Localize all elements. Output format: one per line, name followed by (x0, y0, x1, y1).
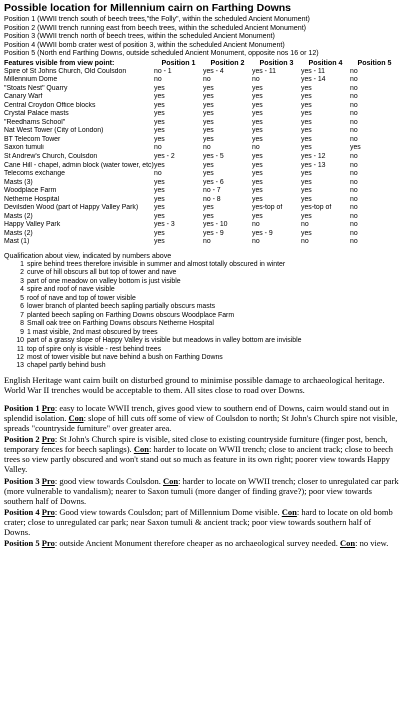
visibility-cell: yes (252, 84, 263, 92)
visibility-cell: yes (252, 152, 263, 160)
con-text: harder to locate on WWII trench; close to ancient track; close to beech trees so view partly obscured and won't stand out so much as feature in its own right; poorer view towards Happy Valley. (4, 444, 394, 475)
visibility-cell: no (203, 76, 211, 84)
con-text: harder to locate on WWII trench; closer to unregulated car park (more vulnerable to vandalism); nearer to Saxon tumuli (more danger of finding grave?); poor view towards southern half of Downs. (4, 475, 399, 506)
visibility-cell: yes (154, 212, 165, 220)
position-description: Position 4 (WWII bomb crater west of position 3, within the scheduled Ancient Monument) (4, 40, 285, 49)
position-list (4, 15, 399, 58)
table-row (4, 153, 399, 162)
qualification-text: top of spire only is visible - rest behind trees (27, 345, 162, 353)
con-label: Con (281, 506, 297, 517)
table-row (4, 127, 399, 136)
pro-text: good view towards Coulsdon. (59, 475, 161, 486)
visibility-cell: yes - 6 (203, 178, 224, 186)
qualification-item (12, 329, 399, 337)
qualification-item (12, 261, 399, 269)
visibility-cell: no (350, 101, 358, 109)
visibility-cell: no (350, 229, 358, 237)
visibility-cell: yes - 11 (301, 67, 325, 75)
visibility-cell: no - 8 (203, 195, 221, 203)
qualification-number: 8 (20, 320, 24, 328)
qualification-list (12, 261, 399, 371)
qualification-text: most of tower visible but nave behind a bush on Farthing Downs (27, 353, 223, 361)
visibility-cell: no (154, 170, 162, 178)
feature-cell: Mast (1) (4, 238, 30, 246)
con-text: no view. (359, 538, 389, 549)
feature-cell: St Andrew's Church, Coulsdon (4, 152, 98, 160)
con-text: hard to locate on old bomb crater; close to unregulated car park; near Saxon tumuli & ancient track; poor view towards southern half of Downs. (4, 506, 393, 538)
table-row (4, 196, 399, 205)
feature-cell: Happy Valley Park (4, 221, 61, 229)
visibility-cell: yes - 9 (252, 229, 273, 237)
qualification-number: 10 (16, 337, 24, 345)
qualification-number: 13 (16, 362, 24, 370)
assessment-paragraph: Position 4 Pro: Good view towards Coulsdon; part of Millennium Dome visible. Con: hard to locate on old bomb crater; close to unregulated car park; near Saxon tumuli & ancient track; poor view towards southern half of Downs. (4, 506, 393, 538)
visibility-cell: yes (301, 229, 312, 237)
visibility-cell: yes (350, 144, 361, 152)
visibility-cell: yes (154, 110, 165, 118)
assessment-paragraph: Position 1 Pro: easy to locate WWII trench, gives good view to southern end of Downs, cairn would stand out in splendid isolation. Con: slope of hill cuts off some of view of Coulsdon to north; St John's Church spire not visible, spreads "countryside furniture" over greater area. (4, 402, 398, 434)
visibility-cell: no (301, 238, 309, 246)
visibility-cell: yes-top of (301, 204, 332, 212)
position-description: Position 5 (North end Farthing Downs, outside scheduled Ancient Monument, opposite nos 16 or 12) (4, 49, 319, 58)
table-row (4, 179, 399, 188)
visibility-cell: yes (252, 118, 263, 126)
visibility-cell: yes (301, 101, 312, 109)
position-column-header: Position 4 (308, 58, 343, 67)
visibility-cell: yes - 14 (301, 76, 326, 84)
visibility-cell: no (350, 187, 358, 195)
visibility-cell: yes (203, 204, 214, 212)
visibility-cell: yes (301, 170, 312, 178)
visibility-cell: yes - 5 (203, 152, 224, 160)
feature-cell: Devilsden Wood (part of Happy Valley Park) (4, 204, 139, 212)
visibility-cell: yes - 3 (154, 221, 175, 229)
feature-cell: Woodplace Farm (4, 187, 57, 195)
qualification-item (12, 286, 399, 294)
visibility-cell: yes (301, 178, 312, 186)
qualification-item (12, 278, 399, 286)
con-label: Con (133, 444, 149, 455)
position-description: Position 1 (WWII trench south of beech trees,"the Folly", within the scheduled Ancient Monument) (4, 15, 310, 23)
qualification-item (12, 354, 399, 362)
feature-cell: Netherne Hospital (4, 195, 60, 203)
qualification-text: planted beech sapling on Farthing Downs obscurs Woodplace Farm (27, 311, 235, 319)
position-assessments (4, 403, 399, 548)
visibility-cell: yes (252, 170, 263, 178)
table-row (4, 136, 399, 145)
feature-column-header: Features visible from view point: (4, 58, 115, 67)
table-row (4, 76, 399, 85)
visibility-cell: no (350, 110, 358, 118)
position-column-header: Position 3 (259, 58, 294, 67)
visibility-cell: yes (154, 135, 165, 143)
pro-text: Good view towards Coulsdon; part of Millennium Dome visible. (59, 506, 280, 517)
page-title: Possible location for Millennium cairn on Farthing Downs (4, 2, 292, 14)
qualification-number: 4 (20, 286, 24, 294)
table-row (4, 144, 399, 153)
feature-cell: "Stoats Nest" Quarry (4, 84, 68, 92)
english-heritage-note: English Heritage want cairn built on disturbed ground to minimise possible damage to archaeological heritage. World War II trenches would be acceptable to them. All sites close to road over Downs. (4, 374, 385, 395)
qualification-number: 6 (20, 303, 24, 311)
table-row (4, 102, 399, 111)
visibility-cell: yes - 12 (301, 152, 326, 160)
feature-cell: Millennium Dome (4, 76, 58, 84)
visibility-cell: no (252, 76, 260, 84)
assessment-paragraph: Position 5 Pro: outside Ancient Monument therefore cheaper as no archaeological survey needed. Con: no view. (4, 538, 389, 549)
visibility-cell: no (350, 76, 358, 84)
visibility-cell: yes (252, 135, 263, 143)
visibility-cell: no (350, 127, 358, 135)
visibility-cell: yes (301, 144, 312, 152)
visibility-cell: yes (154, 204, 165, 212)
visibility-cell: yes (301, 187, 312, 195)
assessment-paragraph: Position 3 Pro: good view towards Coulsdon. Con: harder to locate on WWII trench; closer to unregulated car park (more vulnerable to vandalism); nearer to Saxon tumuli (more danger of finding grave?); poor view towards southern half of Downs. (4, 475, 399, 506)
qualification-text: lower branch of planted beech sapling partially obscurs masts (27, 303, 216, 311)
visibility-cell: yes (154, 101, 165, 109)
table-row (4, 68, 399, 77)
table-row (4, 238, 399, 247)
table-row (4, 204, 399, 213)
visibility-cell: yes (301, 212, 312, 220)
visibility-cell: yes (252, 101, 263, 109)
qualification-heading: Qualification about view, indicated by numbers above (4, 252, 172, 260)
visibility-cell: no (203, 238, 211, 246)
visibility-cell: no (154, 144, 162, 152)
feature-cell: "Reedhams School" (4, 118, 66, 126)
qualification-number: 1 (20, 261, 24, 268)
assessment-paragraph: Position 2 Pro: St John's Church spire is visible, sited close to existing countryside furniture (finger post, bench, temporary fences for beech saplings). Con: harder to locate on WWII trench; close to ancient track; close to beech trees so view partly obscured and won't stand out so much as feature in its own right; poorer view towards Happy Valley. (4, 434, 394, 475)
visibility-cell: yes (252, 178, 263, 186)
visibility-cell: no - 1 (154, 67, 172, 75)
visibility-cell: yes (252, 93, 263, 101)
feature-cell: BT Telecom Tower (4, 135, 61, 143)
visibility-cell: yes (203, 212, 214, 220)
table-row (4, 119, 399, 128)
qualification-text: spire and roof of nave visible (27, 286, 115, 294)
visibility-cell: no (350, 84, 358, 92)
visibility-cell: yes (154, 84, 165, 92)
visibility-cell: yes (301, 110, 312, 118)
qualification-number: 3 (20, 277, 24, 285)
qualification-item (12, 337, 399, 345)
table-body (4, 68, 399, 247)
visibility-cell: no (350, 135, 358, 143)
pro-label: Pro (41, 475, 55, 486)
visibility-cell: no (154, 76, 162, 84)
visibility-cell: no (252, 144, 260, 152)
position-label: Position 2 (4, 434, 40, 445)
visibility-cell: yes (203, 110, 214, 118)
visibility-cell: yes (203, 84, 214, 92)
visibility-cell: yes (301, 118, 312, 126)
visibility-cell: yes (252, 187, 263, 195)
visibility-cell: yes - 4 (203, 67, 224, 75)
visibility-cell: no (252, 238, 260, 246)
table-row (4, 162, 399, 171)
pro-text: St John's Church spire is visible, sited close to existing countryside furniture (finger post, bench, temporary fences for beech saplings). (4, 434, 388, 455)
visibility-cell: yes (203, 93, 214, 101)
feature-cell: Cane Hill - chapel, admin block (water tower, etc) (4, 161, 154, 169)
qualification-text: roof of nave and top of tower visible (27, 294, 136, 302)
feature-cell: Canary Warf (4, 93, 43, 101)
visibility-cell: yes (301, 84, 312, 92)
pro-text: outside Ancient Monument therefore cheaper as no archaeological survey needed. (59, 538, 338, 549)
visibility-cell: no (350, 195, 358, 203)
visibility-cell: yes (154, 118, 165, 126)
qualification-number: 12 (16, 353, 24, 361)
table-header-row (4, 59, 399, 68)
visibility-cell: yes (301, 127, 312, 135)
visibility-cell: no (350, 178, 358, 186)
feature-cell: Masts (2) (4, 212, 33, 220)
feature-cell: Telecoms exchange (4, 170, 65, 178)
pro-label: Pro (41, 506, 55, 517)
qualification-text: spire behind trees therefore invisible in summer and almost totally obscured in winter (27, 261, 286, 268)
visibility-cell: yes (252, 110, 263, 118)
visibility-cell: yes (154, 93, 165, 101)
visibility-cell: yes (154, 161, 165, 169)
visibility-cell: no (350, 118, 358, 126)
table-row (4, 93, 399, 102)
qualification-text: 1 mast visible, 2nd mast obscured by trees (27, 328, 158, 336)
visibility-cell: yes (203, 127, 214, 135)
position-column-header: Position 2 (210, 58, 245, 67)
con-text: slope of hill cuts off some of view of Coulsdon to north; St John's Church spire not visible, spreads "countryside furniture" over greater area. (4, 412, 398, 434)
qualification-text: curve of hill obscurs all but top of tower and nave (27, 269, 177, 277)
visibility-cell: no (350, 204, 358, 212)
visibility-cell: yes (203, 135, 214, 143)
qualification-item (12, 320, 399, 328)
con-label: Con (68, 412, 84, 423)
position-description: Position 2 (WWII trench running east from beech trees, within the scheduled Ancient Monument) (4, 23, 307, 32)
visibility-cell: yes - 13 (301, 161, 326, 169)
visibility-cell: yes (154, 187, 165, 195)
visibility-cell: no (350, 221, 358, 229)
visibility-cell: yes (301, 93, 312, 101)
visibility-cell: no - 7 (203, 187, 221, 195)
qualification-item (12, 362, 399, 370)
position-label: Position 3 (4, 475, 40, 486)
visibility-cell: yes (203, 101, 214, 109)
pro-text: easy to locate WWII trench, gives good view to southern end of Downs, cairn would stand out in splendid isolation. (4, 402, 389, 423)
qualification-number: 2 (20, 269, 24, 277)
qualification-number: 9 (20, 328, 24, 336)
position-column-header: Position 5 (357, 58, 392, 67)
table-row (4, 187, 399, 196)
visibility-cell: no (350, 93, 358, 101)
visibility-cell: yes - 2 (154, 152, 175, 160)
qualification-item (12, 269, 399, 277)
position-label: Position 4 (4, 506, 40, 517)
qualification-number: 5 (20, 294, 24, 302)
pro-label: Pro (41, 538, 55, 549)
pro-label: Pro (41, 434, 55, 445)
position-label: Position 5 (4, 538, 40, 549)
qualification-text: Small oak tree on Farthing Downs obscurs Netherne Hospital (27, 320, 214, 328)
visibility-cell: no (301, 221, 309, 229)
table-row (4, 213, 399, 222)
visibility-cell: yes (154, 178, 165, 186)
table-row (4, 110, 399, 119)
visibility-cell: yes (203, 170, 214, 178)
visibility-cell: yes (203, 118, 214, 126)
visibility-cell: no (350, 238, 358, 246)
qualification-text: chapel partly behind bush (27, 362, 106, 370)
table-row (4, 85, 399, 94)
qualification-item (12, 303, 399, 311)
visibility-cell: no (350, 161, 358, 169)
visibility-cell: yes - 10 (203, 221, 228, 229)
position-label: Position 1 (4, 402, 40, 413)
qualification-number: 7 (20, 311, 24, 319)
feature-cell: Nat West Tower (City of London) (4, 127, 104, 135)
visibility-cell: yes - 9 (203, 229, 224, 237)
visibility-cell: yes (203, 161, 214, 169)
position-description: Position 3 (WWII trench north of beech trees, within the scheduled Ancient Monument) (4, 32, 275, 41)
visibility-cell: no (350, 170, 358, 178)
visibility-cell: yes - 11 (252, 67, 276, 75)
qualification-number: 11 (16, 345, 24, 353)
feature-cell: Central Croydon Office blocks (4, 101, 96, 109)
visibility-cell: no (252, 221, 260, 229)
visibility-cell: yes (154, 229, 165, 237)
qualification-item (12, 312, 399, 320)
feature-cell: Masts (3) (4, 178, 33, 186)
table-row (4, 221, 399, 230)
visibility-cell: yes (301, 135, 312, 143)
con-label: Con (163, 475, 179, 486)
visibility-cell: yes (154, 238, 165, 246)
qualification-item (12, 346, 399, 354)
qualification-text: part of one meadow on valley bottom is just visible (27, 277, 181, 285)
visibility-cell: yes (252, 127, 263, 135)
pro-label: Pro (41, 402, 55, 413)
visibility-cell: no (350, 67, 358, 75)
visibility-cell: yes (301, 195, 312, 203)
position-column-header: Position 1 (161, 58, 196, 67)
feature-cell: Crystal Palace masts (4, 110, 69, 118)
visibility-cell: yes (252, 161, 263, 169)
feature-cell: Saxon tumuli (4, 144, 44, 152)
qualification-text: part of a grassy slope of Happy Valley is visible but meadows in valley bottom are invisible (27, 337, 302, 345)
visibility-cell: no (350, 152, 358, 160)
visibility-cell: yes (154, 195, 165, 203)
visibility-cell: yes-top of (252, 204, 283, 212)
feature-cell: Spire of St Johns Church, Old Coulsdon (4, 67, 127, 75)
visibility-cell: yes (154, 127, 165, 135)
visibility-cell: no (350, 212, 358, 220)
features-table (4, 59, 399, 247)
qualification-item (12, 295, 399, 303)
feature-cell: Masts (2) (4, 229, 33, 237)
visibility-cell: no (203, 144, 211, 152)
con-label: Con (339, 538, 356, 549)
visibility-cell: yes (252, 195, 263, 203)
table-row (4, 170, 399, 179)
visibility-cell: yes (252, 212, 263, 220)
table-row (4, 230, 399, 239)
